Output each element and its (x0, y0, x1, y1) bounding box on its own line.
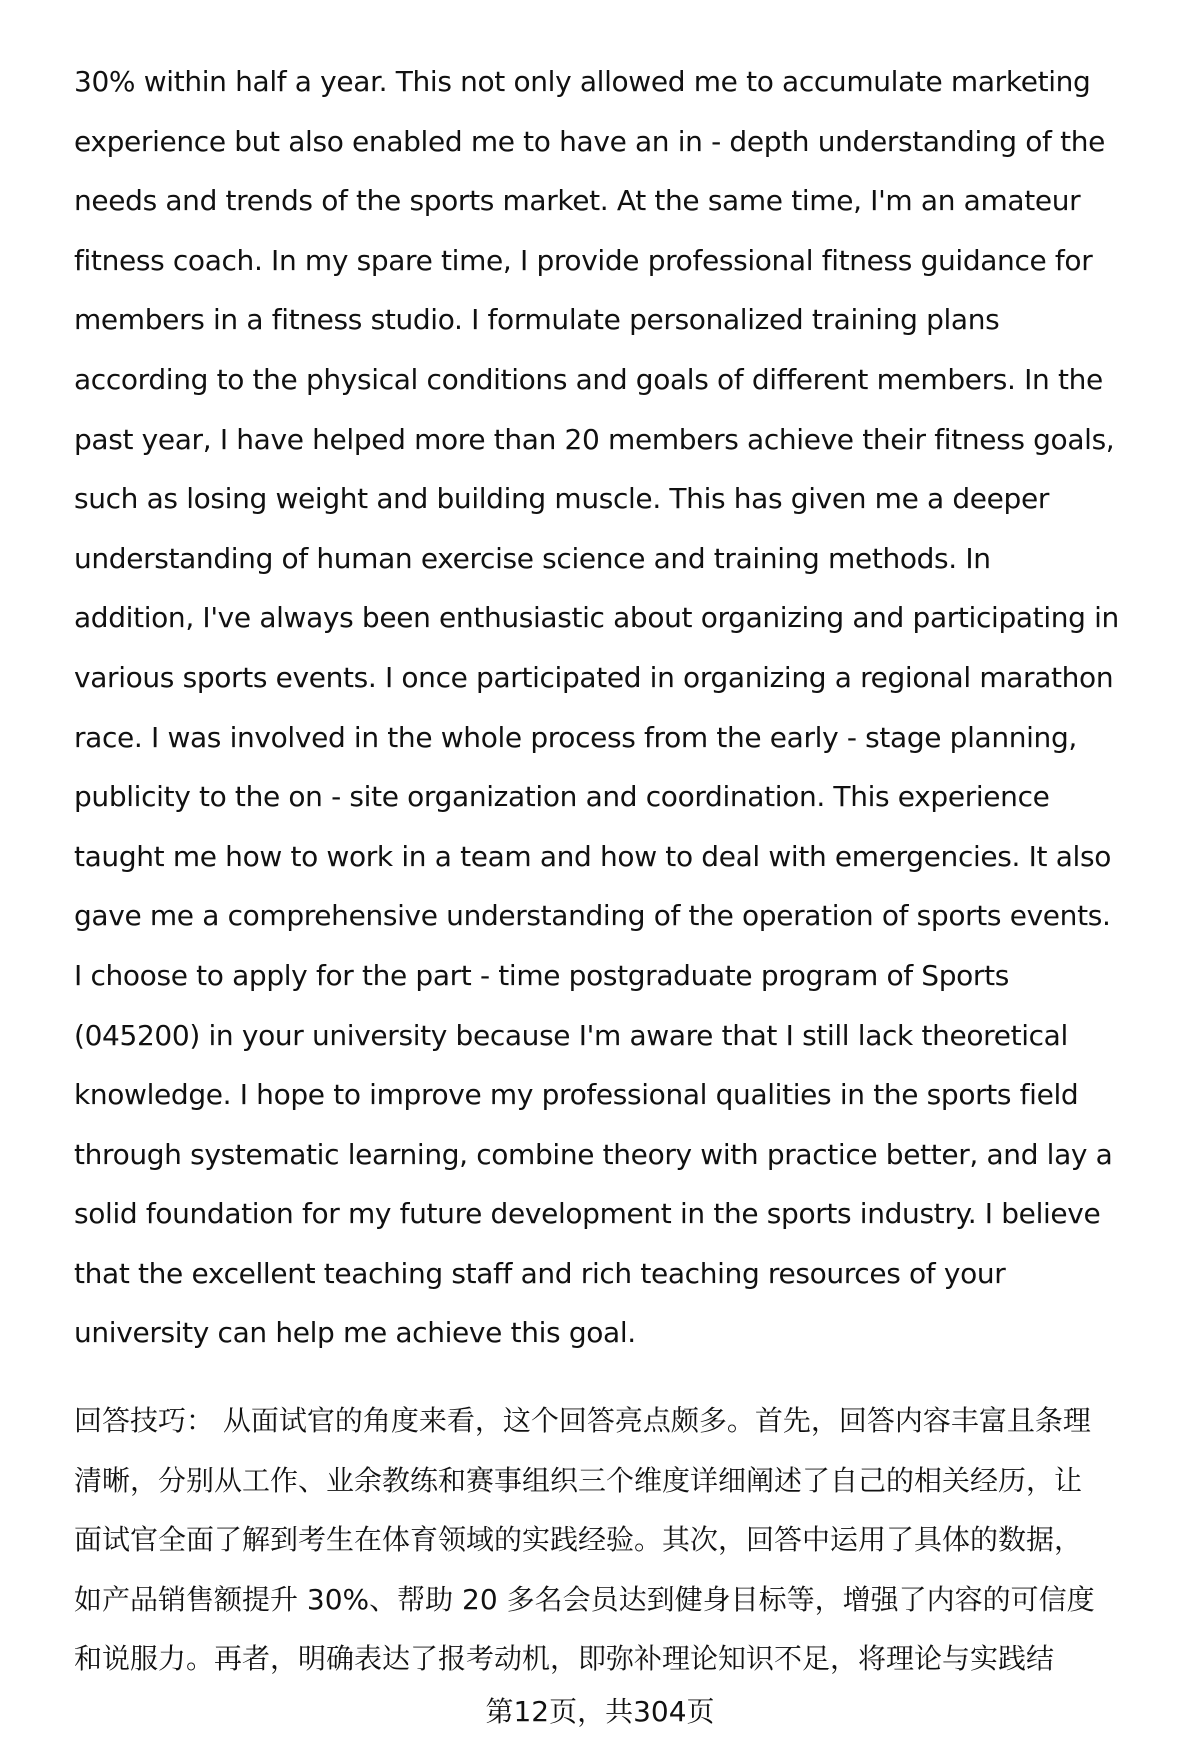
tips-line: 如产品销售额提升 30%、帮助 20 多名会员达到健身目标等，增强了内容的可信度 (74, 1582, 1095, 1616)
paragraph-line: addition, I've always been enthusiastic about organizing and participating in (74, 601, 1119, 635)
paragraph-line: members in a fitness studio. I formulate personalized training plans (74, 303, 1000, 337)
paragraph-line: taught me how to work in a team and how to deal with emergencies. It also (74, 839, 1111, 873)
paragraph-line: through systematic learning, combine theory with practice better, and lay a (74, 1137, 1113, 1171)
tips-line: 和说服力。再者，明确表达了报考动机，即弥补理论知识不足，将理论与实践结 (74, 1642, 1055, 1676)
paragraph-line: (045200) in your university because I'm aware that I still lack theoretical (74, 1018, 1068, 1052)
tips-line: 面试官全面了解到考生在体育领域的实践经验。其次，回答中运用了具体的数据， (74, 1523, 1083, 1557)
answer-tips-section (74, 1391, 1164, 1689)
paragraph-line: fitness coach. In my spare time, I provide professional fitness guidance for (74, 243, 1093, 277)
paragraph-line: such as losing weight and building muscle. This has given me a deeper (74, 482, 1050, 516)
content-area (74, 52, 1164, 1689)
page-number-footer: 第12页，共304页 (485, 1695, 715, 1728)
paragraph-line: race. I was involved in the whole process from the early - stage planning, (74, 720, 1077, 754)
paragraph-line: publicity to the on - site organization and coordination. This experience (74, 780, 1050, 814)
paragraph-line: various sports events. I once participated in organizing a regional marathon (74, 660, 1114, 694)
tips-line: 回答技巧： 从面试官的角度来看，这个回答亮点颇多。首先，回答内容丰富且条理 (74, 1404, 1091, 1438)
paragraph-line: solid foundation for my future development in the sports industry. I believe (74, 1197, 1101, 1231)
paragraph-line: needs and trends of the sports market. At the same time, I'm an amateur (74, 184, 1081, 218)
paragraph-line: I choose to apply for the part - time postgraduate program of Sports (74, 958, 1009, 992)
paragraph-line: 30% within half a year. This not only allowed me to accumulate marketing (74, 65, 1091, 98)
paragraph-line: gave me a comprehensive understanding of the operation of sports events. (74, 899, 1111, 933)
english-answer-paragraph (74, 52, 1164, 1363)
paragraph-line: that the excellent teaching staff and rich teaching resources of your (74, 1256, 1006, 1290)
paragraph-line: experience but also enabled me to have an in - depth understanding of the (74, 124, 1106, 158)
paragraph-line: university can help me achieve this goal. (74, 1316, 636, 1350)
tips-line: 清晰，分别从工作、业余教练和赛事组织三个维度详细阐述了自己的相关经历，让 (74, 1463, 1083, 1497)
paragraph-line: past year, I have helped more than 20 members achieve their fitness goals, (74, 422, 1115, 456)
paragraph-line: understanding of human exercise science and training methods. In (74, 541, 991, 575)
paragraph-line: according to the physical conditions and goals of different members. In the (74, 362, 1103, 396)
paragraph-line: knowledge. I hope to improve my professional qualities in the sports field (74, 1078, 1079, 1112)
